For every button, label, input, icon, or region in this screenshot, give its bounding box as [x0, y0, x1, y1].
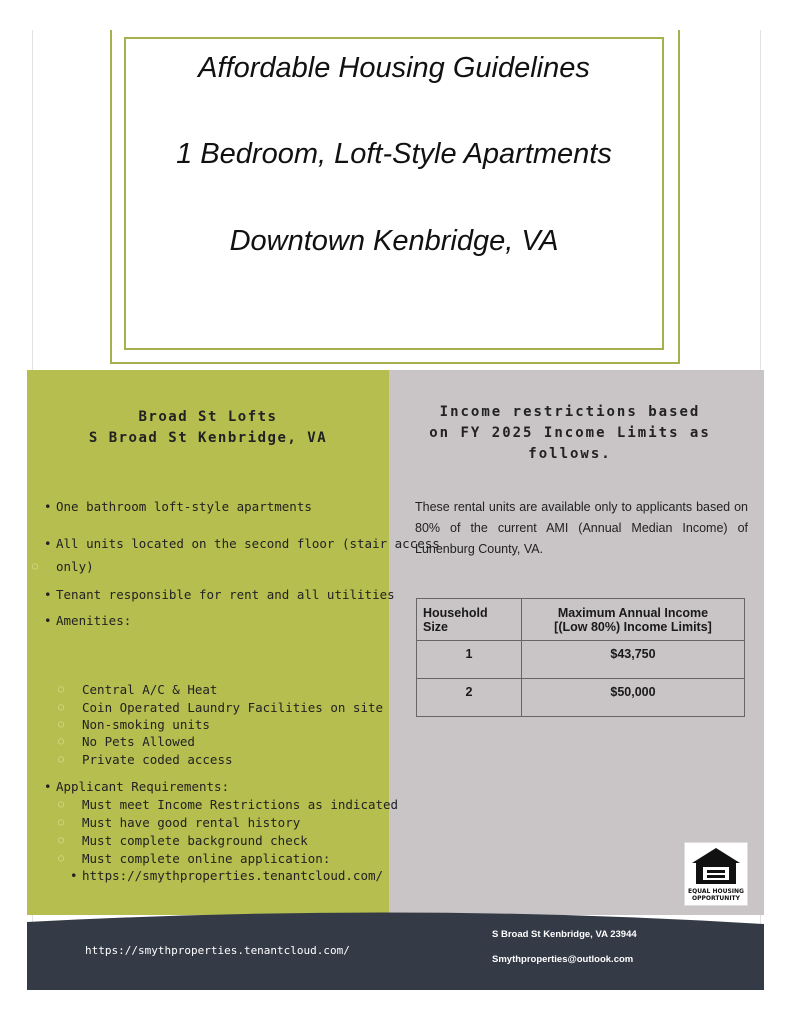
header-text: [(Low 80%) Income Limits]	[554, 619, 712, 634]
header-title: Affordable Housing Guidelines	[198, 52, 590, 84]
header-text: Household	[423, 605, 488, 620]
footer-website-link[interactable]: https://smythproperties.tenantcloud.com/	[85, 944, 350, 957]
income-limit-cell: $50,000	[522, 679, 745, 717]
amenity-item: ○ No Pets Allowed	[82, 733, 195, 751]
header-subtitle: 1 Bedroom, Loft-Style Apartments	[176, 138, 612, 170]
requirement-item: ○ Must meet Income Restrictions as indicated	[82, 796, 398, 814]
header-location: Downtown Kenbridge, VA	[229, 225, 559, 257]
feature-second-floor: • All units located on the second floor (stair access	[56, 535, 440, 553]
amenity-item: ○ Coin Operated Laundry Facilities on site	[82, 699, 383, 717]
table-row	[417, 641, 745, 679]
header-text: Maximum Annual Income	[557, 605, 709, 620]
amenity-item: ○ Private coded access	[82, 751, 233, 769]
amenity-item: ○ Central A/C & Heat	[82, 681, 217, 699]
feature-second-floor-cont: ○ only)	[56, 558, 94, 576]
table-header-row	[417, 599, 745, 641]
header-text: Size	[423, 619, 449, 634]
feature-utilities: • Tenant responsible for rent and all utilities	[56, 586, 395, 604]
household-size-cell: 2	[417, 679, 522, 717]
feature-bathroom: • One bathroom loft-style apartments	[56, 498, 312, 516]
property-name: Broad St Lofts	[138, 409, 278, 425]
max-income-header	[522, 599, 745, 641]
income-description: These rental units are available only to applicants based on 80% of the current AMI (Annual Median Income) of Lunenburg County, VA.	[415, 500, 748, 556]
requirement-item: ○ Must have good rental history	[82, 814, 300, 832]
property-address: S Broad St Kenbridge, VA	[88, 430, 328, 446]
amenities-label: • Amenities:	[56, 612, 131, 630]
header-box	[124, 37, 664, 350]
income-heading-line2: on FY 2025 Income Limits as	[429, 425, 711, 441]
requirements-label: • Applicant Requirements:	[56, 778, 229, 796]
equal-housing-logo	[684, 842, 748, 906]
income-limits-table	[416, 598, 745, 717]
income-heading-line1: Income restrictions based	[439, 404, 701, 420]
footer-address: S Broad St Kenbridge, VA 23944	[492, 929, 637, 940]
requirement-item: ○ Must complete online application:	[82, 850, 330, 868]
table-row	[417, 679, 745, 717]
income-limit-cell: $43,750	[522, 641, 745, 679]
application-link[interactable]: • https://smythproperties.tenantcloud.com/	[82, 867, 383, 885]
requirement-item: ○ Must complete background check	[82, 832, 308, 850]
footer-email[interactable]: Smythproperties@outlook.com	[492, 954, 634, 965]
household-size-cell: 1	[417, 641, 522, 679]
logo-text: EQUAL HOUSING	[688, 888, 744, 895]
equal-housing-icon	[685, 843, 747, 905]
amenity-item: ○ Non-smoking units	[82, 716, 210, 734]
household-size-header	[417, 599, 522, 641]
income-heading-line3: follows.	[528, 446, 612, 462]
logo-text: OPPORTUNITY	[691, 895, 741, 902]
